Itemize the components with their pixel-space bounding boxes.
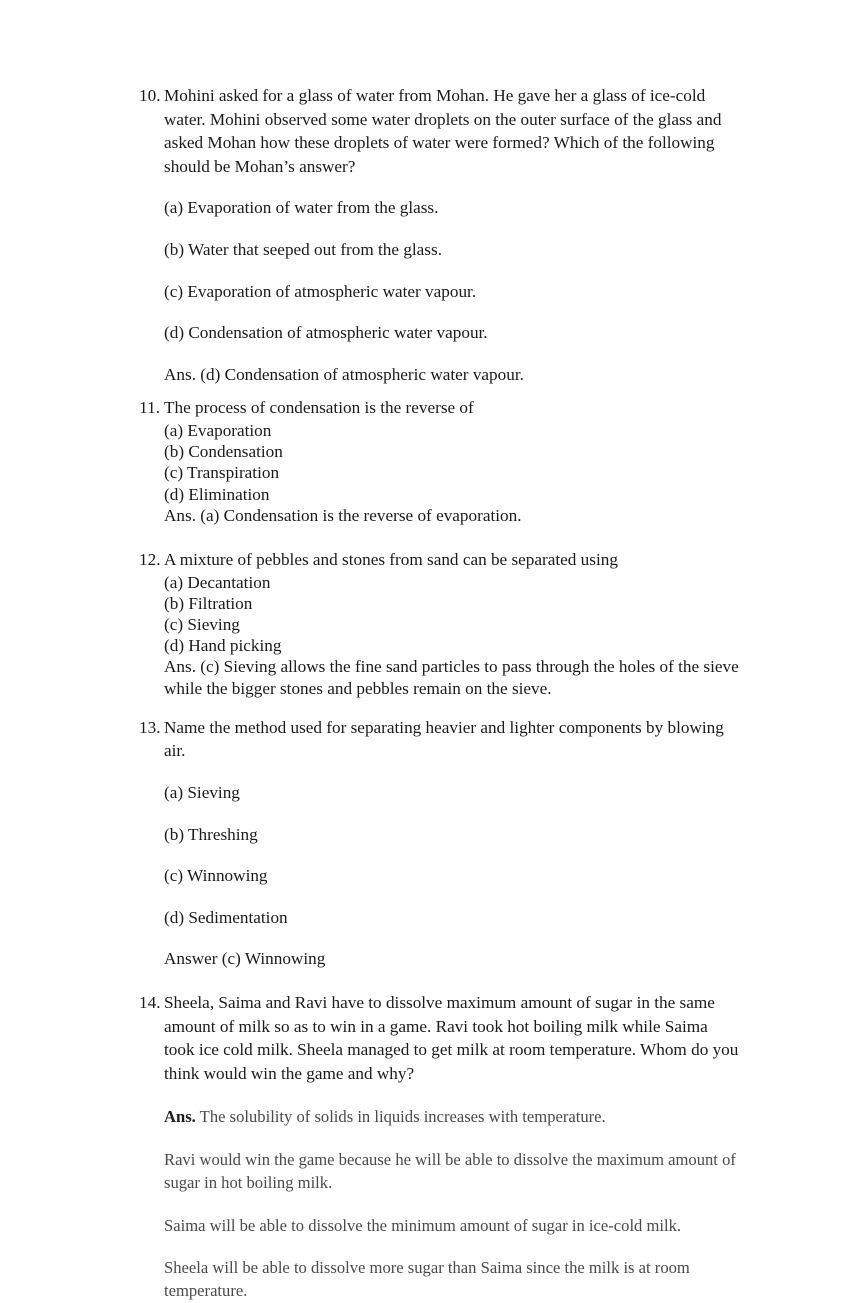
option-12-d[interactable]: (d) Hand picking <box>164 636 282 656</box>
option-list-11 <box>139 420 739 526</box>
answer-13: Answer (c) Winnowing <box>164 949 326 969</box>
question-prompt-10: Mohini asked for a glass of water from Mohan. He gave her a glass of ice-cold water. Mohini observed some water droplets on the outer surface of the glass and asked Mohan how these droplets of water were formed? Which of the following should be Mohan’s answer? <box>164 86 722 176</box>
option-13-a[interactable]: (a) Sieving <box>164 782 240 802</box>
question-number-10: 10. <box>139 86 161 105</box>
answer-12: Ans. (c) Sieving allows the fine sand particles to pass through the holes of the sieve while the bigger stones and pebbles remain on the sieve. <box>164 657 739 698</box>
spacer-before-question-12 <box>139 526 739 548</box>
answer-14-paragraph-3: Sheela will be able to dissolve more sugar than Saima since the milk is at room temperature. <box>164 1257 690 1301</box>
answer-11: Ans. (a) Condensation is the reverse of evaporation. <box>164 505 522 525</box>
answer-14-paragraph-2: Saima will be able to dissolve the minimum amount of sugar in ice-cold milk. <box>164 1215 682 1235</box>
option-10-b[interactable]: (b) Water that seeped out from the glass. <box>164 239 442 259</box>
question-number-14: 14. <box>139 992 161 1012</box>
spacer-before-question-14 <box>139 971 739 991</box>
option-13-c[interactable]: (c) Winnowing <box>164 866 268 886</box>
question-prompt-11: The process of condensation is the reverse of <box>164 398 474 418</box>
option-10-a[interactable]: (a) Evaporation of water from the glass. <box>164 198 439 218</box>
answer-10: Ans. (d) Condensation of atmospheric water vapour. <box>164 364 524 384</box>
option-list-12 <box>139 572 739 699</box>
question-list <box>139 84 739 1303</box>
answer-14-paragraph-1: Ravi would win the game because he will be able to dissolve the maximum amount of sugar in hot boiling milk. <box>164 1149 736 1193</box>
option-list-10 <box>139 196 739 386</box>
option-10-c[interactable]: (c) Evaporation of atmospheric water vapour. <box>164 281 477 301</box>
answer-label-14: Ans. <box>164 1107 196 1127</box>
option-11-b[interactable]: (b) Condensation <box>164 442 283 462</box>
question-block-14 <box>139 991 739 1085</box>
question-prompt-12: A mixture of pebbles and stones from sand can be separated using <box>164 549 618 569</box>
option-13-d[interactable]: (d) Sedimentation <box>164 907 288 927</box>
spacer-before-question-13 <box>139 699 739 716</box>
question-block-13 <box>139 716 739 763</box>
question-number-12: 12. <box>139 549 161 569</box>
question-number-11: 11. <box>139 398 160 418</box>
answer-14-lead <box>139 1105 739 1128</box>
question-prompt-13: Name the method used for separating heavier and lighter components by blowing air. <box>164 717 724 761</box>
question-block-12 <box>139 548 739 572</box>
option-13-b[interactable]: (b) Threshing <box>164 824 258 844</box>
option-10-d[interactable]: (d) Condensation of atmospheric water vapour. <box>164 323 488 343</box>
question-block-11 <box>139 396 739 420</box>
question-number-13: 13. <box>139 717 161 737</box>
option-11-c[interactable]: (c) Transpiration <box>164 463 280 483</box>
option-11-d[interactable]: (d) Elimination <box>164 484 270 504</box>
option-list-13 <box>139 781 739 971</box>
answer-14-lead-text: The solubility of solids in liquids increases with temperature. <box>195 1107 606 1127</box>
question-prompt-14: Sheela, Saima and Ravi have to dissolve maximum amount of sugar in the same amount of milk so as to win in a game. Ravi took hot boiling milk while Saima took ice cold milk. Sheela managed to get milk at room temperature. Whom do you think would win the game and why? <box>164 992 739 1083</box>
option-12-a[interactable]: (a) Decantation <box>164 572 271 592</box>
spacer-before-question-11 <box>139 386 739 396</box>
option-12-b[interactable]: (b) Filtration <box>164 593 253 613</box>
question-block-10 <box>139 84 739 178</box>
option-11-a[interactable]: (a) Evaporation <box>164 420 272 440</box>
option-12-c[interactable]: (c) Sieving <box>164 614 240 634</box>
